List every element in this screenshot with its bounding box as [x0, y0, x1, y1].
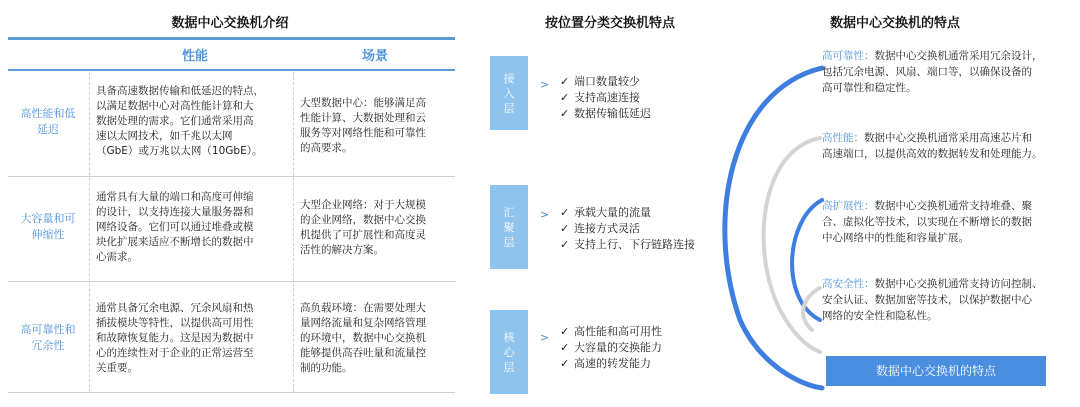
feature-scalability: 高扩展性：数据中心交换机通常支持堆叠、聚 合、虚拟化等技术，以实现在不断增长的数据 中心网络中的性能和容量扩展。	[822, 200, 1032, 244]
outer-arc	[725, 68, 822, 388]
features-label-button: 数据中心交换机的特点	[826, 356, 1046, 386]
list-item: ✓ 承载大量的流量	[560, 206, 651, 219]
check-icon: ✓	[560, 238, 570, 251]
middle-title: 按位置分类交换机特点	[544, 16, 675, 31]
feature-performance: 高性能：数据中心交换机通常采用高速芯片和 高速端口，以提供高效的数据转发和处理能力。	[822, 132, 1043, 160]
column-divider	[89, 72, 90, 392]
connector-arcs	[700, 50, 830, 400]
table-top-line	[8, 37, 455, 40]
arrow-icon: >	[540, 208, 550, 221]
performance-cell: 通常具备冗余电源、冗余风扇和热 插拔模块等特性，以提供高可用性 和故障恢复能力。这是因为数据中 心的连续性对于企业的正常运营至 关重要。	[96, 302, 254, 374]
feature-reliability: 高可靠性：数据中心交换机通常采用冗余设计， 包括冗余电源、风扇、端口等，以确保设备的 高可靠性和稳定性。	[822, 50, 1043, 94]
scenario-cell: 高负载环境：在需要处理大 量网络流量和复杂网络管理 的环境中，数据中心交换机 能够提供高吞吐量和流量控 制的功能。	[300, 302, 426, 374]
performance-cell: 具备高速数据传输和低延迟的特点， 以满足数据中心对高性能计算和大 数据处理的需求。它们通常采用高 速以太网技术，如千兆以太网 （GbE）或万兆以太网（10GbE）。	[96, 85, 264, 157]
feature-label: 大容量和可 伸缩性	[20, 212, 76, 241]
arrow-icon: >	[540, 331, 550, 344]
header-scenario: 场景	[361, 49, 388, 64]
feature-label: 高可靠性和 冗余性	[20, 323, 76, 352]
left-title: 数据中心交换机介绍	[171, 16, 289, 31]
list-item: ✓ 数据传输低延迟	[560, 107, 651, 120]
right-title: 数据中心交换机的特点	[829, 16, 960, 31]
list-item: ✓ 高速的转发能力	[560, 357, 651, 370]
level-access: 接 入 层	[490, 56, 528, 130]
header-performance: 性能	[181, 49, 208, 64]
level-features-list	[560, 205, 695, 253]
performance-cell: 通常具有大量的端口和高度可伸缩 的设计，以支持连接大量服务器和 网络设备。它们可以通过堆叠或模 块化扩展来适应不断增长的数据中 心需求。	[96, 191, 254, 263]
list-item: ✓ 支持上行、下行链路连接	[560, 238, 695, 251]
list-item: ✓ 端口数量较少	[560, 75, 640, 88]
level-features-list	[560, 324, 662, 372]
column-divider	[293, 72, 294, 392]
scenario-cell: 大型企业网络：对于大规模 的企业网络，数据中心交换 机提供了可扩展性和高度灵 活性的解决方案。	[300, 199, 426, 256]
check-icon: ✓	[560, 222, 570, 235]
header-divider	[8, 69, 455, 71]
row-divider	[8, 392, 455, 393]
check-icon: ✓	[560, 341, 570, 354]
level-core: 核 心 层	[490, 310, 528, 394]
row-divider	[8, 176, 455, 177]
list-item: ✓ 大容量的交换能力	[560, 341, 662, 354]
check-icon: ✓	[560, 325, 570, 338]
row-divider	[8, 281, 455, 282]
feature-label: 高性能和低 延迟	[20, 107, 76, 136]
check-icon: ✓	[560, 107, 570, 120]
check-icon: ✓	[560, 206, 570, 219]
list-item: ✓ 连接方式灵活	[560, 222, 640, 235]
check-icon: ✓	[560, 91, 570, 104]
level-aggregation: 汇 聚 层	[490, 185, 528, 269]
list-item: ✓ 支持高速连接	[560, 91, 640, 104]
check-icon: ✓	[560, 75, 570, 88]
arrow-icon: >	[540, 78, 550, 91]
level-features-list	[560, 74, 651, 122]
feature-security: 高安全性：数据中心交换机通常支持访问控制、 安全认证、数据加密等技术，以保护数据中心 网络的安全性和隐私性。	[822, 278, 1043, 322]
scenario-cell: 大型数据中心：能够满足高 性能计算、大数据处理和云 服务等对网络性能和可靠性 的高要求。	[300, 97, 426, 154]
check-icon: ✓	[560, 357, 570, 370]
list-item: ✓ 高性能和高可用性	[560, 325, 662, 338]
